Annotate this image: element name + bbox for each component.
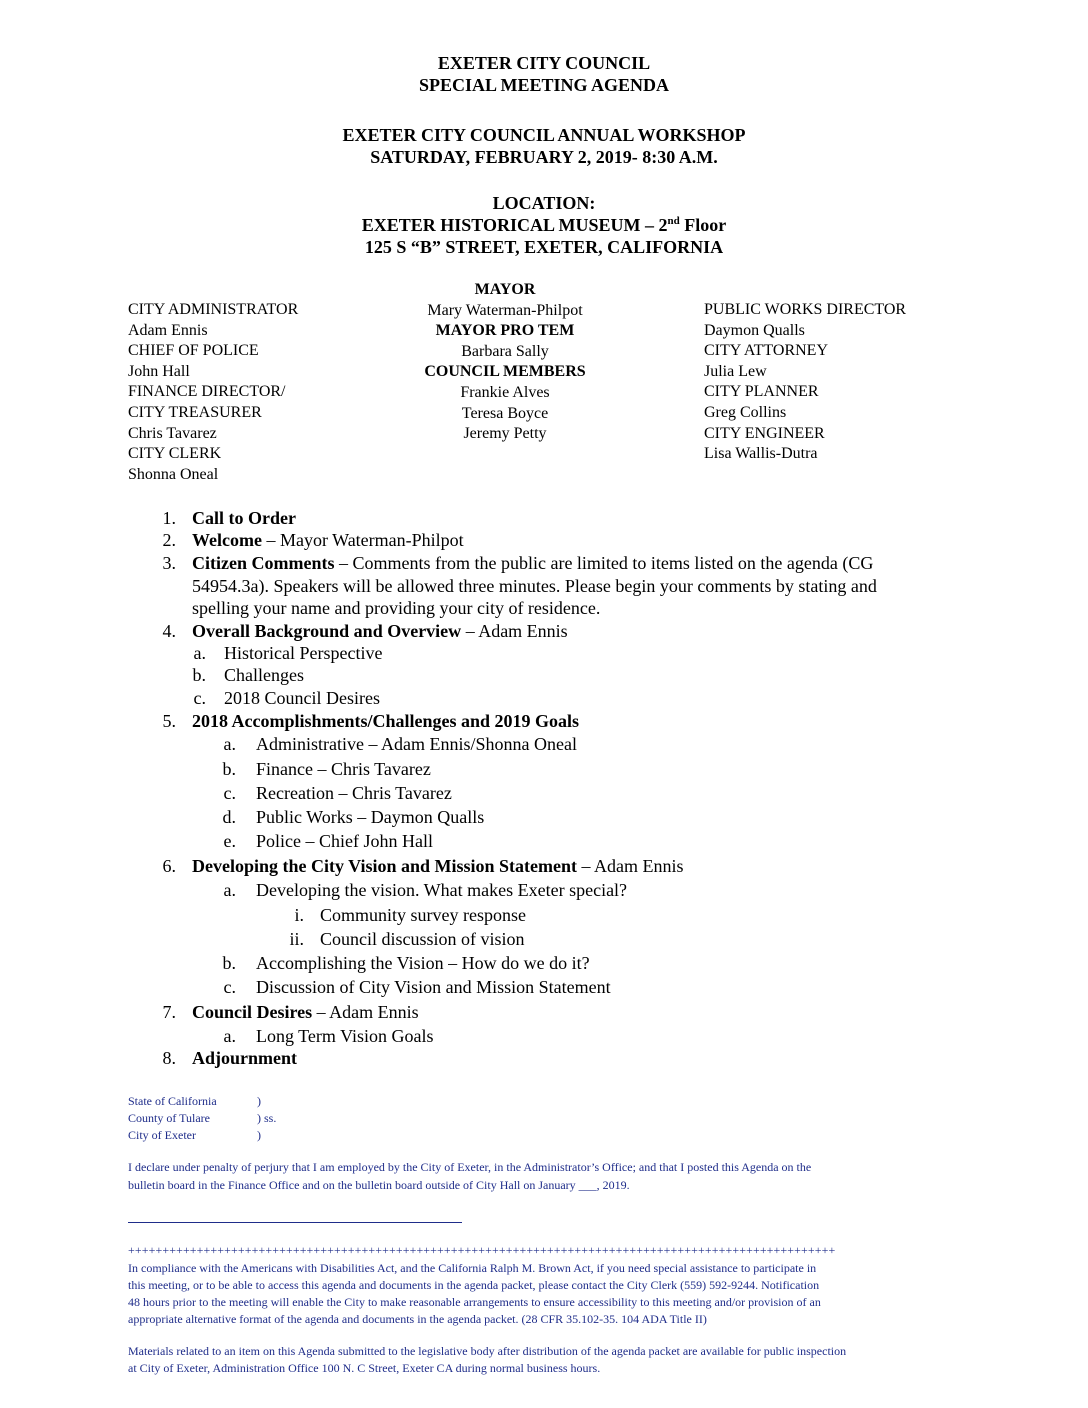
mayor-title: MAYOR <box>474 281 536 298</box>
officials-left-column <box>128 300 298 485</box>
official-line: CITY TREASURER <box>128 403 262 421</box>
official-line: CITY ADMINISTRATOR <box>128 301 299 318</box>
location-address: 125 S “B” STREET, EXETER, CALIFORNIA <box>364 237 724 257</box>
official-line: Daymon Qualls <box>704 321 805 339</box>
agenda-item-3-line2: 54954.3a). Speakers will be allowed three minutes. Please begin your comments by stating and <box>192 576 877 596</box>
officials-right-column <box>704 300 906 465</box>
affidavit-paren: ) <box>257 1094 261 1108</box>
official-line: Julia Lew <box>704 362 767 380</box>
pro-tem-title: MAYOR PRO TEM <box>435 322 575 340</box>
council-members-title: COUNCIL MEMBERS <box>424 363 586 381</box>
affidavit-paren: ) <box>257 1128 261 1142</box>
location-label: LOCATION: <box>492 193 596 213</box>
title-council: EXETER CITY COUNCIL <box>437 53 651 73</box>
affidavit-city: City of Exeter <box>128 1128 196 1142</box>
affidavit-ss: ) ss. <box>257 1111 277 1125</box>
affidavit-declaration-line2: bulletin board in the Finance Office and on the bulletin board outside of City Hall on January ___, 2019. <box>128 1178 630 1192</box>
official-line: Chris Tavarez <box>128 424 217 442</box>
official-line: PUBLIC WORKS DIRECTOR <box>704 301 907 318</box>
agenda-item-3-line3: spelling your name and providing your city of residence. <box>192 598 601 618</box>
official-line: CHIEF OF POLICE <box>128 342 259 360</box>
official-line: CITY PLANNER <box>704 383 819 401</box>
official-line: Lisa Wallis-Dutra <box>704 445 818 463</box>
official-line: CITY ENGINEER <box>704 424 825 442</box>
location-venue: EXETER HISTORICAL MUSEUM – 2nd Floor <box>361 215 727 235</box>
materials-notice-line: at City of Exeter, Administration Office 100 N. C Street, Exeter CA during normal business hours. <box>128 1361 601 1375</box>
mayor-name: Mary Waterman-Philpot <box>427 301 583 319</box>
title-agenda: SPECIAL MEETING AGENDA <box>418 75 670 95</box>
affidavit-county: County of Tulare <box>128 1111 211 1125</box>
title-workshop: EXETER CITY COUNCIL ANNUAL WORKSHOP <box>342 125 746 145</box>
affidavit-state: State of California <box>128 1094 217 1108</box>
signature-line <box>128 1222 462 1223</box>
ada-notice-line: 48 hours prior to the meeting will enable the City to make reasonable arrangements to ensure accessibility to this meeting and/or provision of an <box>128 1295 821 1309</box>
official-line: Shonna Oneal <box>128 465 219 483</box>
official-line: FINANCE DIRECTOR/ <box>128 383 286 401</box>
ada-notice-line: In compliance with the Americans with Disabilities Act, and the California Ralph M. Brown Act, if you need special assistance to participate in <box>128 1261 817 1275</box>
official-line: CITY ATTORNEY <box>704 342 828 360</box>
plus-divider: +++++++++++++++++++++++++++++++++++++++++++++++++++++++++++++++++++++++++++++++++++++++++++++++++++++++ <box>128 1243 836 1257</box>
council-member: Frankie Alves <box>460 383 550 401</box>
ada-notice-line: appropriate alternative format of the agenda and documents in the agenda packet. (28 CFR 35.102-35. 104 ADA Title II) <box>128 1312 707 1326</box>
council-member: Teresa Boyce <box>461 404 549 422</box>
materials-notice-line: Materials related to an item on this Agenda submitted to the legislative body after distribution of the agenda packet are available for public inspection <box>128 1344 847 1358</box>
official-line: CITY CLERK <box>128 445 222 463</box>
official-line: John Hall <box>128 362 190 380</box>
pro-tem-name: Barbara Sally <box>461 342 549 360</box>
officials-middle-column <box>380 280 630 445</box>
official-line: Greg Collins <box>704 403 787 421</box>
ada-notice-line: this meeting, or to be able to access this agenda and documents in the agenda packet, please contact the City Clerk (559) 592-9244. Notification <box>128 1278 820 1292</box>
meeting-date: SATURDAY, FEBRUARY 2, 2019- 8:30 A.M. <box>370 147 718 167</box>
official-line: Adam Ennis <box>128 321 208 339</box>
council-member: Jeremy Petty <box>463 425 547 443</box>
affidavit-declaration-line1: I declare under penalty of perjury that I am employed by the City of Exeter, in the Administrator’s Office; and that I posted this Agenda on the <box>128 1160 812 1174</box>
